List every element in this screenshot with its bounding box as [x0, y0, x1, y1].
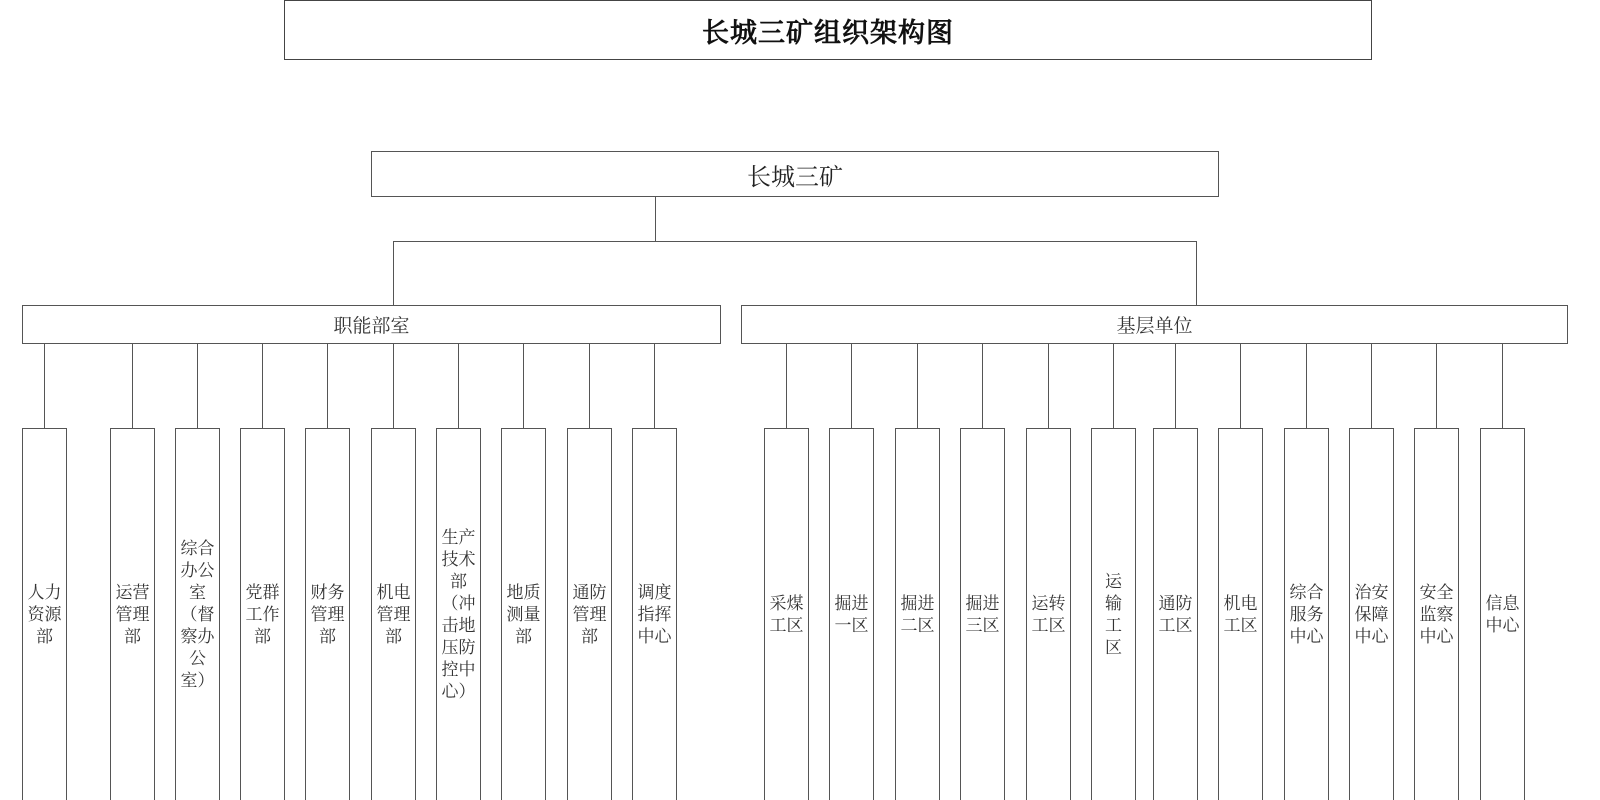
org-unit-label: 通防 工区: [1158, 593, 1193, 636]
org-unit-label: 掘进 三区: [965, 593, 1000, 636]
org-unit-label: 安全 监察 中心: [1419, 582, 1454, 647]
org-unit-node: [1026, 428, 1071, 800]
org-unit-label: 采煤 工区: [769, 593, 804, 636]
leaf-connector: [393, 343, 394, 429]
org-unit-node: [305, 428, 350, 800]
org-unit-node: [895, 428, 940, 800]
group-label: 基层单位: [1116, 315, 1193, 337]
org-unit-label: 人力 资源 部: [27, 582, 62, 647]
org-unit-node: [110, 428, 155, 800]
leaf-connector: [523, 343, 524, 429]
org-unit-node: [829, 428, 874, 800]
org-unit-node: [1284, 428, 1329, 800]
chart-title: 长城三矿组织架构图: [702, 17, 954, 49]
leaf-connector: [654, 343, 655, 429]
org-unit-node: [22, 428, 67, 800]
org-unit-node: [764, 428, 809, 800]
leaf-connector: [786, 343, 787, 429]
org-unit-node: [1480, 428, 1525, 800]
org-unit-label: 机电 工区: [1223, 593, 1258, 636]
group-node-grassroots-units: [741, 305, 1568, 344]
org-unit-node: [175, 428, 220, 800]
leaf-connector: [917, 343, 918, 429]
org-unit-label: 综合 服务 中心: [1289, 582, 1324, 647]
org-unit-node: [960, 428, 1005, 800]
org-unit-node: [371, 428, 416, 800]
org-unit-label: 财务 管理 部: [310, 582, 345, 647]
org-unit-label: 信息 中心: [1485, 593, 1520, 636]
group-label: 职能部室: [333, 315, 410, 337]
org-unit-label: 调度 指挥 中心: [637, 582, 672, 647]
org-unit-label: 运转 工区: [1031, 593, 1066, 636]
org-unit-label: 掘进 二区: [900, 593, 935, 636]
leaf-connector: [589, 343, 590, 429]
org-unit-label: 党群 工作 部: [245, 582, 280, 647]
leaf-connector: [1113, 343, 1114, 429]
org-unit-label: 机电 管理 部: [376, 582, 411, 647]
bracket-horizontal: [393, 241, 1197, 242]
org-unit-node: [1349, 428, 1394, 800]
org-unit-label: 生产 技术 部 （冲 击地 压防 控中 心）: [441, 527, 476, 702]
org-unit-node: [501, 428, 546, 800]
org-unit-node: [1091, 428, 1136, 800]
leaf-connector: [262, 343, 263, 429]
leaf-connector: [1436, 343, 1437, 429]
leaf-connector: [197, 343, 198, 429]
chart-title-box: [284, 0, 1372, 60]
org-unit-node: [240, 428, 285, 800]
org-unit-node: [1414, 428, 1459, 800]
root-connector: [655, 196, 656, 242]
org-unit-node: [436, 428, 481, 800]
leaf-connector: [327, 343, 328, 429]
leaf-connector: [1175, 343, 1176, 429]
org-unit-node: [1153, 428, 1198, 800]
org-unit-label: 综合 办公 室 （督 察办 公 室）: [180, 538, 215, 691]
org-unit-node: [632, 428, 677, 800]
leaf-connector: [1306, 343, 1307, 429]
root-node: [371, 151, 1219, 197]
org-unit-label: 地质 测量 部: [506, 582, 541, 647]
leaf-connector: [44, 343, 45, 429]
leaf-connector: [1048, 343, 1049, 429]
leaf-connector: [1240, 343, 1241, 429]
org-unit-label: 运 输 工 区: [1105, 571, 1122, 658]
leaf-connector: [982, 343, 983, 429]
bracket-right-drop: [1196, 241, 1197, 306]
org-unit-label: 掘进 一区: [834, 593, 869, 636]
org-unit-label: 运营 管理 部: [115, 582, 150, 647]
bracket-left-drop: [393, 241, 394, 306]
leaf-connector: [1371, 343, 1372, 429]
group-node-functional-departments: [22, 305, 721, 344]
org-unit-label: 治安 保障 中心: [1354, 582, 1389, 647]
leaf-connector: [851, 343, 852, 429]
org-unit-node: [1218, 428, 1263, 800]
org-unit-node: [567, 428, 612, 800]
org-unit-label: 通防 管理 部: [572, 582, 607, 647]
leaf-connector: [458, 343, 459, 429]
root-node-label: 长城三矿: [747, 162, 843, 191]
leaf-connector: [1502, 343, 1503, 429]
leaf-connector: [132, 343, 133, 429]
